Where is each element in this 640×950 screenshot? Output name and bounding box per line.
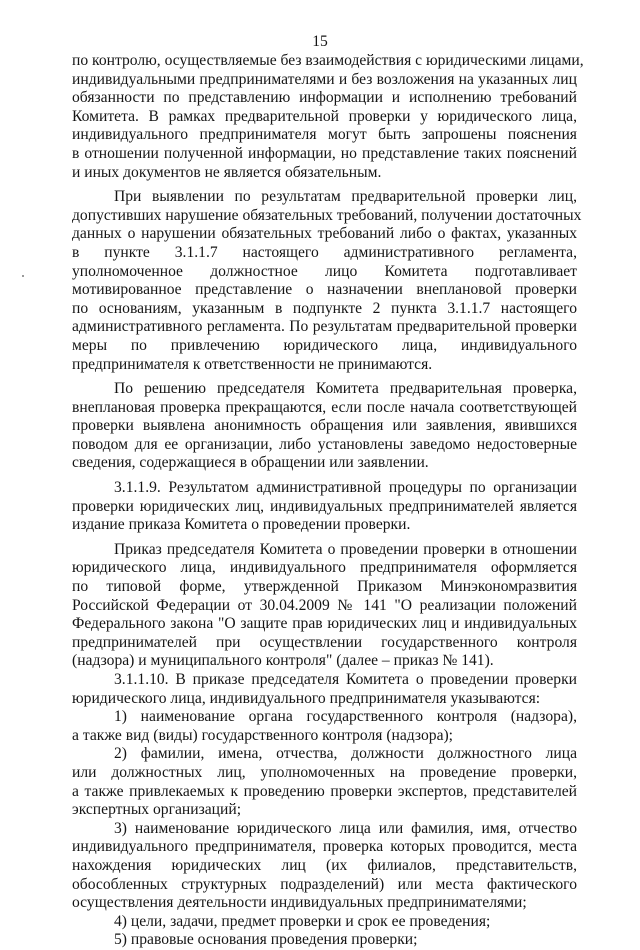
text-line: 1) наименование органа государственного контроля (надзора), bbox=[114, 708, 577, 726]
text-line: экспертных организаций; bbox=[72, 801, 242, 819]
text-line: или должностных лиц, уполномоченных на проведение проверки, bbox=[72, 763, 577, 781]
text-line: 3) наименование юридического лица или фамилия, имя, отчество bbox=[114, 819, 577, 837]
paragraph bbox=[72, 931, 577, 950]
text-line: обособленных структурных подразделений) или места фактического bbox=[72, 875, 577, 893]
paragraph bbox=[72, 671, 577, 708]
text-line: данных о нарушении обязательных требований либо о фактах, указанных bbox=[72, 225, 577, 243]
text-line: поводом для ее организации, либо установлены заведомо недостоверные bbox=[72, 435, 577, 453]
text-line: издание приказа Комитета о проведении проверки. bbox=[72, 516, 411, 534]
text-line: индивидуальными предпринимателями и без возложения на указанных лиц bbox=[72, 70, 577, 88]
text-line: осуществления деятельности индивидуальных предпринимателями; bbox=[72, 894, 527, 912]
text-line: а также привлекаемых к проведению проверки экспертов, представителей bbox=[72, 782, 577, 800]
text-line: 5) правовые основания проведения проверки; bbox=[114, 931, 418, 949]
text-line: Комитета. В рамках предварительной проверки у юридического лица, bbox=[72, 107, 577, 125]
text-line: 2) фамилии, имена, отчества, должности должностного лица bbox=[114, 745, 577, 763]
text-line: 3.1.1.10. В приказе председателя Комитета о проведении проверки bbox=[114, 671, 577, 688]
text-line: юридического лица, индивидуального предпринимателя оформляется bbox=[72, 559, 577, 577]
paragraph bbox=[72, 913, 577, 932]
text-line: индивидуального предпринимателя могут быть запрошены пояснения bbox=[72, 126, 577, 144]
paragraph bbox=[72, 745, 577, 819]
paragraph bbox=[72, 479, 577, 535]
paragraph bbox=[72, 52, 584, 182]
text-line: 3.1.1.9. Результатом административной процедуры по организации bbox=[114, 479, 577, 497]
text-line: 4) цели, задачи, предмет проверки и срок ее проведения; bbox=[114, 912, 491, 930]
text-line: по контролю, осуществляемые без взаимодействия с юридическими лицами, bbox=[72, 52, 584, 69]
text-line: проверки юридических лиц, индивидуальных предпринимателей является bbox=[72, 497, 577, 515]
text-line: внеплановая проверка прекращаются, если после начала соответствующей bbox=[72, 398, 577, 416]
paragraph bbox=[72, 541, 577, 671]
text-line: сведения, содержащиеся в обращении или заявлении. bbox=[72, 454, 429, 472]
text-line: в пункте 3.1.1.7 настоящего административного регламента, bbox=[72, 243, 577, 261]
text-line: по типовой форме, утвержденной Приказом Минэкономразвития bbox=[72, 578, 577, 596]
paragraph bbox=[72, 820, 577, 913]
text-line: (надзора) и муниципального контроля" (далее – приказ № 141). bbox=[72, 652, 494, 670]
text-line: мотивированное представление о назначении внеплановой проверки bbox=[72, 281, 577, 299]
text-line: Приказ председателя Комитета о проведении проверки в отношении bbox=[114, 540, 577, 558]
text-line: по основаниям, указанным в подпункте 2 пункта 3.1.1.7 настоящего bbox=[72, 299, 577, 317]
text-line: предпринимателя к ответственности не принимаются. bbox=[72, 355, 433, 373]
text-line: предпринимателей при осуществлении государственного контроля bbox=[72, 633, 577, 651]
paragraph bbox=[72, 380, 577, 473]
paragraph bbox=[72, 708, 577, 745]
text-line: нахождения юридических лиц (их филиалов, представительств, bbox=[72, 856, 577, 874]
text-line: Российской Федерации от 30.04.2009 № 141 "О реализации положений bbox=[72, 596, 577, 614]
text-line: допустивших нарушение обязательных требований, получении достаточных bbox=[72, 206, 582, 224]
text-line: проверки выявлена анонимность обращения или заявления, явившихся bbox=[72, 417, 577, 435]
text-line: При выявлении по результатам предварительной проверки лиц, bbox=[114, 188, 577, 206]
text-line: меры по привлечению юридического лица, индивидуального bbox=[72, 336, 577, 354]
text-line: Федерального закона "О защите прав юридических лиц и индивидуальных bbox=[72, 615, 577, 633]
text-line: а также вид (виды) государственного контроля (надзора); bbox=[72, 726, 454, 744]
paragraph bbox=[72, 188, 582, 374]
document-body bbox=[72, 52, 584, 950]
text-line: юридического лица, индивидуального предпринимателя указываются: bbox=[72, 689, 541, 707]
text-line: уполномоченное должностное лицо Комитета подготавливает bbox=[72, 262, 577, 280]
text-line: обязанности по представлению информации и исполнению требований bbox=[72, 89, 577, 107]
text-line: административного регламента. По результатам предварительной проверки bbox=[72, 318, 577, 336]
text-line: и иных документов не является обязательным. bbox=[72, 163, 382, 181]
page-number: 15 bbox=[312, 33, 328, 50]
text-line: в отношении полученной информации, но представление таких пояснений bbox=[72, 144, 577, 162]
scan-speck bbox=[22, 275, 24, 277]
text-line: По решению председателя Комитета предварительная проверка, bbox=[114, 380, 577, 398]
text-line: индивидуального предпринимателя, проверка которых проводится, места bbox=[72, 838, 577, 856]
